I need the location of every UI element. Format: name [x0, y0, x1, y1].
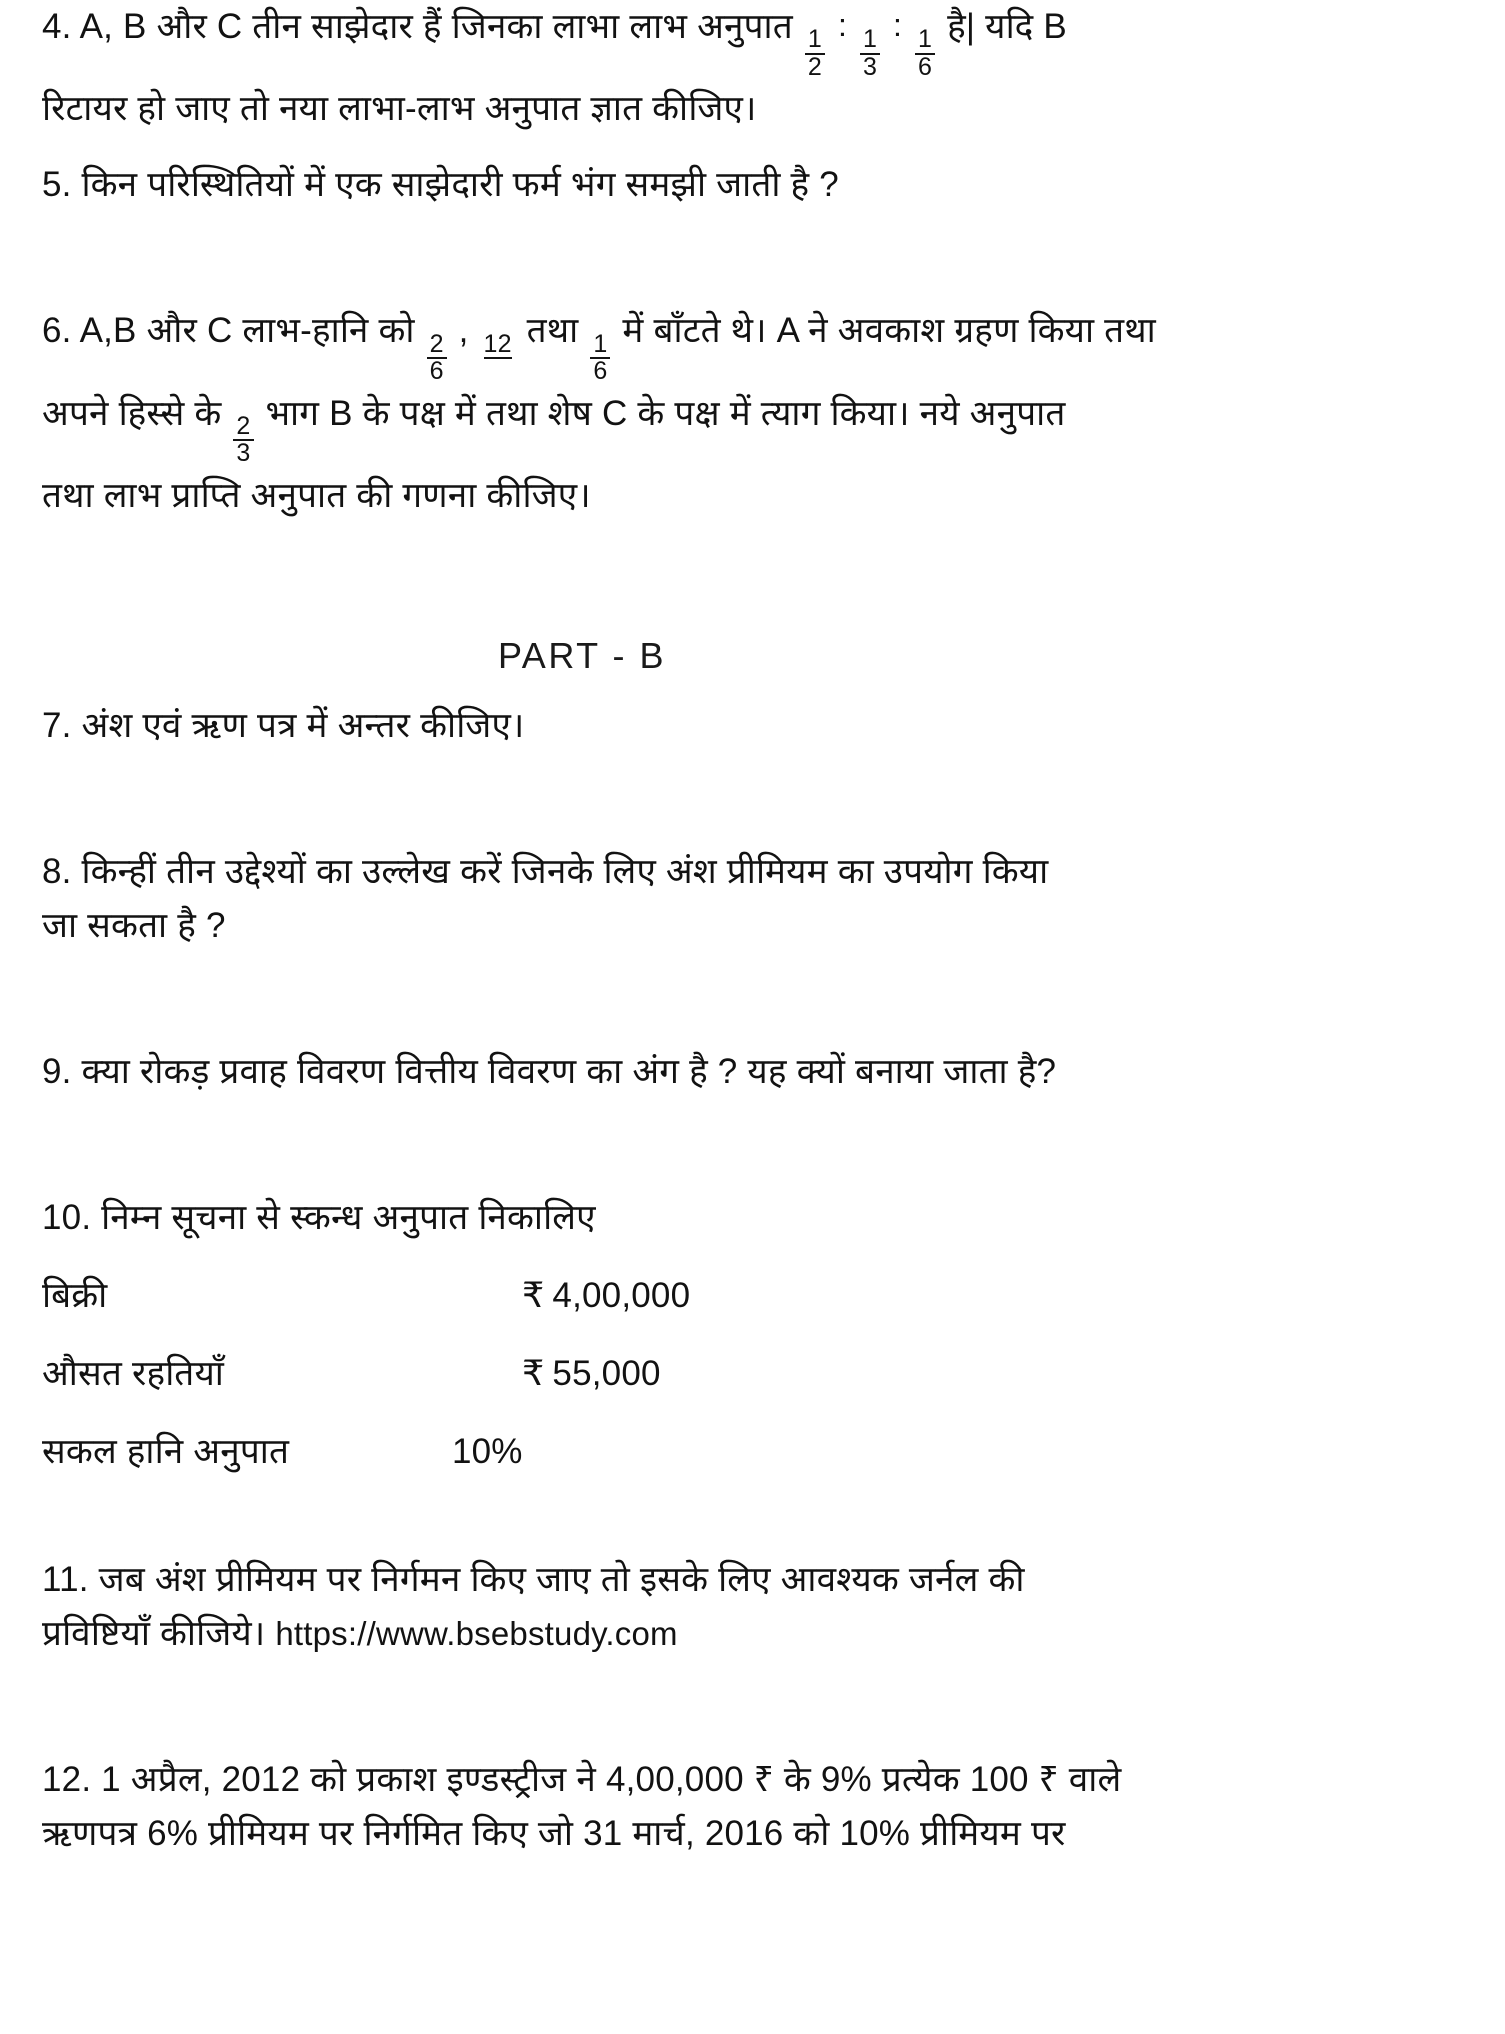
info-label-sales: बिक्री — [42, 1275, 108, 1315]
spacer — [42, 523, 1442, 635]
question-4-line-2: रिटायर हो जाए तो नया लाभा-लाभ अनुपात ज्ञात कीजिए। — [42, 89, 757, 129]
question-6 — [42, 304, 1442, 523]
spacer — [42, 953, 1442, 1045]
fraction-numerator: 1 — [807, 25, 822, 54]
info-value-sales — [522, 1269, 690, 1323]
info-label-gross-loss-ratio: सकल हानि अनुपात — [42, 1431, 290, 1471]
question-12-line-1: 12. 1 अप्रैल, 2012 को प्रकाश इण्डस्ट्रीज ने 4,00,000 ₹ के 9% प्रत्येक 100 ₹ वाले — [42, 1759, 1122, 1799]
question-8 — [42, 845, 1442, 953]
ratio-separator-1: : — [837, 7, 848, 43]
spacer — [42, 677, 1442, 699]
info-value-gross-loss-ratio: 10% — [451, 1431, 523, 1471]
fraction-numerator: 2 — [236, 411, 251, 440]
part-b-heading: PART - B — [497, 634, 667, 676]
rupee-symbol: ₹ — [521, 1275, 545, 1315]
fraction-one-sixth — [590, 329, 610, 385]
fraction-numerator: 2 — [429, 329, 444, 358]
fraction-numerator: 1 — [593, 329, 608, 358]
question-6-text-part-a: 6. A,B और C लाभ-हानि को — [42, 311, 415, 351]
question-11 — [42, 1553, 1442, 1661]
fraction-denominator: 6 — [427, 357, 447, 385]
fraction-two-thirds — [233, 411, 253, 468]
document-content — [42, 0, 1442, 1861]
question-10-line-1: 10. निम्न सूचना से स्कन्ध अनुपात निकालिए — [42, 1197, 596, 1237]
info-row-average-stock — [42, 1347, 1442, 1425]
question-4-line-1 — [42, 0, 1442, 82]
question-6-line-3: तथा लाभ प्राप्ति अनुपात की गणना कीजिए। — [42, 475, 591, 515]
fraction-denominator: 3 — [233, 439, 253, 467]
spacer — [42, 1495, 1442, 1553]
fraction-denominator: 6 — [590, 357, 610, 385]
question-4 — [42, 0, 1442, 136]
info-label-average-stock: औसत रहतियाँ — [42, 1353, 225, 1393]
question-5 — [42, 158, 1442, 212]
spacer — [42, 753, 1442, 845]
spacer — [42, 136, 1442, 158]
fraction-one-half — [805, 27, 825, 80]
fraction-one-third — [860, 27, 880, 80]
question-4-text-part-b: है| यदि B — [947, 7, 1067, 46]
question-7 — [42, 699, 1442, 753]
spacer — [42, 1099, 1442, 1191]
fraction-denominator — [484, 357, 512, 359]
question-12 — [42, 1753, 1442, 1861]
question-11-line-1: 11. जब अंश प्रीमियम पर निर्गमन किए जाए तो इसके लिए आवश्यक जर्नल की — [42, 1559, 1025, 1599]
question-6-text-part-b: तथा — [526, 311, 579, 351]
ratio-separator-2: : — [893, 7, 903, 43]
spacer — [42, 1245, 1442, 1269]
question-6-line-2 — [42, 387, 1442, 469]
fraction-denominator: 2 — [805, 53, 825, 81]
fraction-numerator: 1 — [918, 25, 933, 54]
info-row-gross-loss-ratio — [42, 1425, 1442, 1495]
fraction-numerator: 12 — [483, 329, 512, 358]
question-8-line-1: 8. किन्हीं तीन उद्देश्यों का उल्लेख करें जिनके लिए अंश प्रीमियम का उपयोग किया — [42, 851, 1049, 891]
question-5-line-1: 5. किन परिस्थितियों में एक साझेदारी फर्म भंग समझी जाती है ? — [42, 165, 839, 205]
question-6-line-1 — [42, 304, 1442, 386]
info-value-average-stock — [522, 1347, 661, 1401]
watermark-url: https://www.bsebstudy.com — [275, 1614, 678, 1652]
question-9 — [42, 1045, 1442, 1099]
question-6-text-part-c: में बाँटते थे। A ने अवकाश ग्रहण किया तथा — [622, 311, 1156, 351]
info-amount-average-stock: 55,000 — [552, 1353, 661, 1393]
question-6-line2-part-b: भाग B के पक्ष में तथा शेष C के पक्ष में त्याग किया। नये अनुपात — [265, 393, 1066, 433]
fraction-twelve — [481, 329, 515, 360]
question-6-line2-part-a: अपने हिस्से के — [42, 393, 222, 433]
info-row-sales — [42, 1269, 1442, 1347]
fraction-numerator: 1 — [862, 25, 878, 54]
fraction-two-sixths — [427, 329, 447, 385]
fraction-denominator: 3 — [860, 53, 880, 81]
question-7-line-1: 7. अंश एवं ऋण पत्र में अन्तर कीजिए। — [42, 705, 525, 745]
question-11-line2-text: प्रविष्टियाँ कीजिये। — [42, 1613, 266, 1653]
question-10 — [42, 1191, 1442, 1495]
question-9-line-1: 9. क्या रोकड़ प्रवाह विवरण वित्तीय विवरण का अंग है ? यह क्यों बनाया जाता है? — [42, 1051, 1057, 1091]
question-4-text-part-a: 4. A, B और C तीन साझेदार हैं जिनका लाभा लाभ अनुपात — [42, 7, 793, 46]
fraction-one-sixth — [915, 27, 935, 80]
question-11-line-2 — [42, 1607, 1442, 1661]
spacer — [42, 1661, 1442, 1753]
spacer — [42, 212, 1442, 304]
comma-separator: , — [458, 311, 469, 351]
info-amount-sales: 4,00,000 — [552, 1275, 691, 1315]
question-8-line-2: जा सकता है ? — [42, 905, 226, 945]
question-12-line-2: ऋणपत्र 6% प्रीमियम पर निर्गमित किए जो 31 मार्च, 2016 को 10% प्रीमियम पर — [42, 1813, 1066, 1853]
rupee-symbol: ₹ — [521, 1353, 545, 1393]
fraction-denominator: 6 — [915, 53, 935, 81]
